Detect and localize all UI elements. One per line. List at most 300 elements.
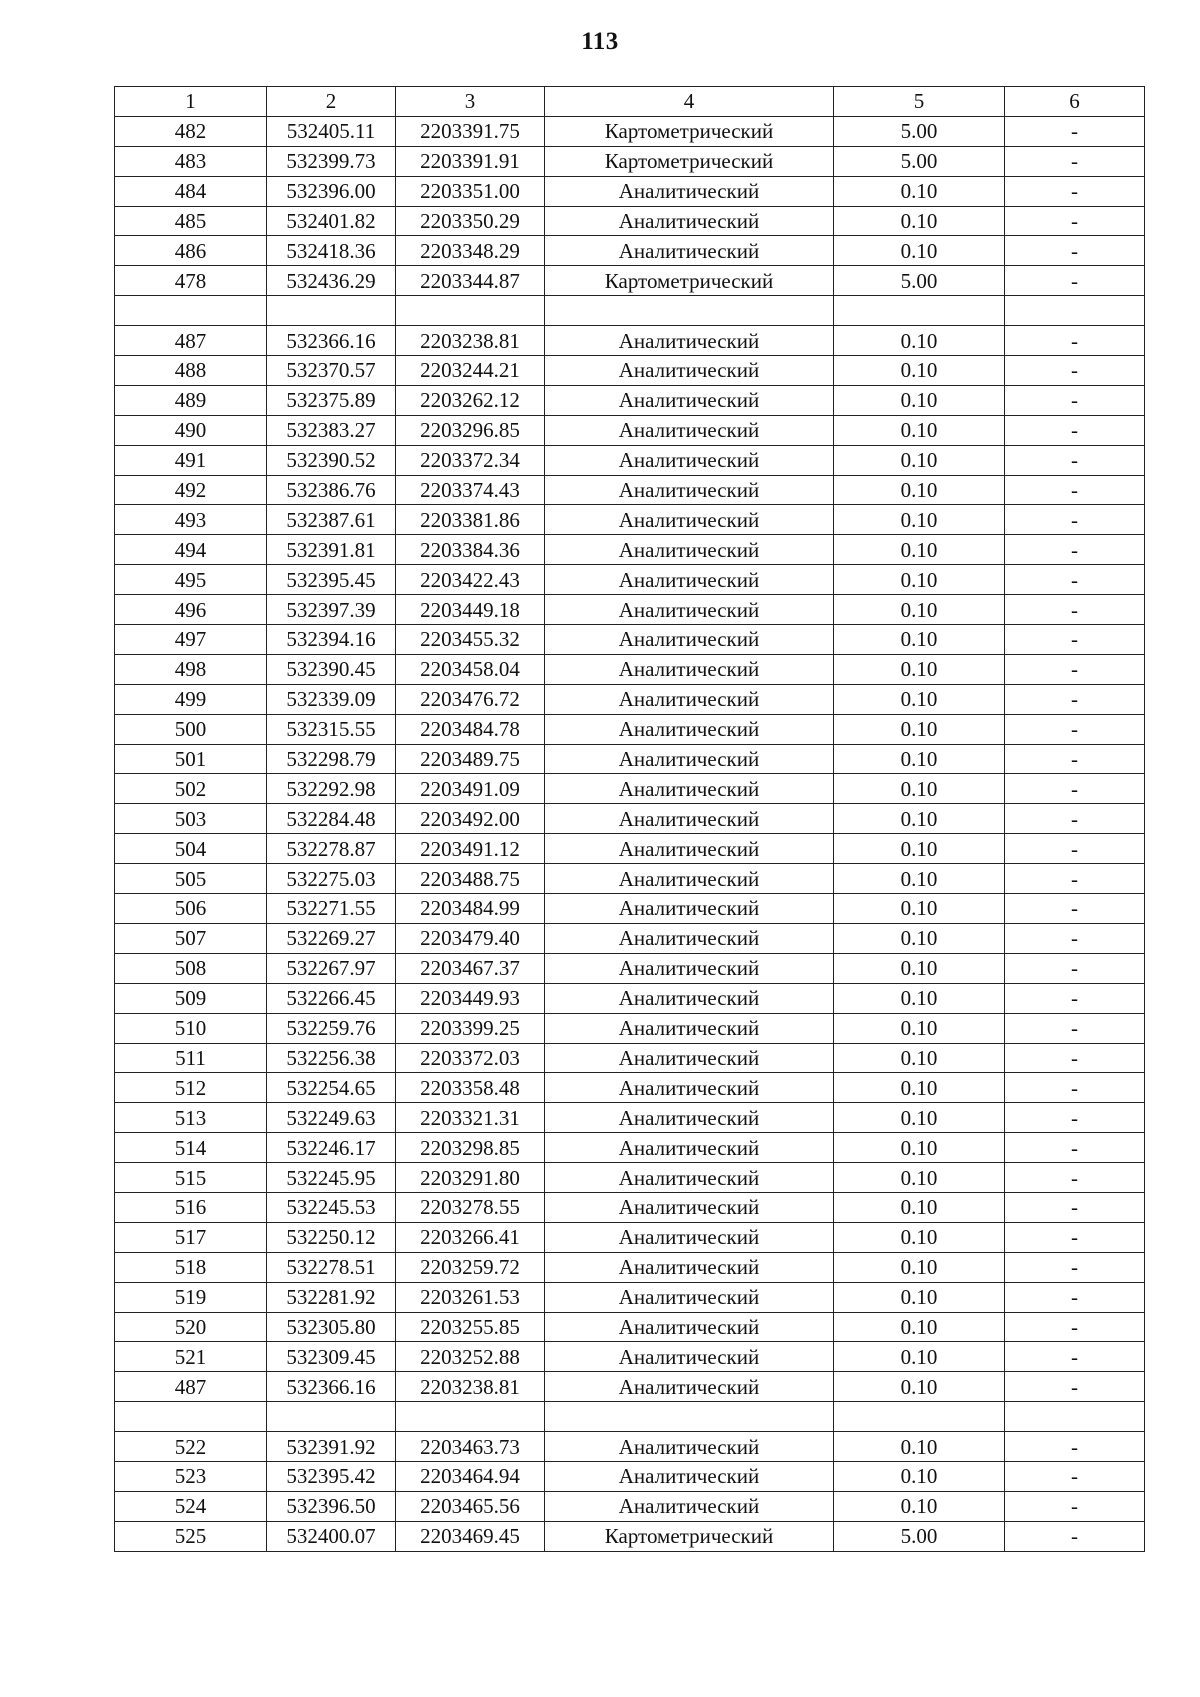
method-cell: Аналитический [545,654,834,684]
point-number-cell: 501 [115,744,267,774]
table-row [115,744,1145,774]
description-cell: - [1005,1521,1145,1551]
method-cell: Картометрический [545,1521,834,1551]
x-coordinate-cell: 532256.38 [267,1043,396,1073]
x-coordinate-cell: 532386.76 [267,475,396,505]
method-cell: Аналитический [545,505,834,535]
method-cell: Аналитический [545,1103,834,1133]
method-cell: Аналитический [545,176,834,206]
description-cell: - [1005,475,1145,505]
method-cell: Аналитический [545,445,834,475]
table-body [115,116,1145,1551]
method-cell: Аналитический [545,1133,834,1163]
accuracy-cell: 0.10 [834,1312,1005,1342]
x-coordinate-cell: 532436.29 [267,266,396,296]
description-cell: - [1005,565,1145,595]
accuracy-cell: 0.10 [834,565,1005,595]
x-coordinate-cell: 532383.27 [267,415,396,445]
method-cell: Аналитический [545,1312,834,1342]
accuracy-cell: 0.10 [834,1192,1005,1222]
method-cell: Аналитический [545,1192,834,1222]
description-cell: - [1005,1461,1145,1491]
point-number-cell: 487 [115,1372,267,1402]
point-number-cell: 525 [115,1521,267,1551]
x-coordinate-cell: 532366.16 [267,1372,396,1402]
header-cell: 2 [267,87,396,117]
x-coordinate-cell: 532278.87 [267,834,396,864]
point-number-cell: 500 [115,714,267,744]
table-row [115,714,1145,744]
description-cell: - [1005,595,1145,625]
accuracy-cell: 0.10 [834,356,1005,386]
point-number-cell: 512 [115,1073,267,1103]
y-coordinate-cell: 2203491.09 [396,774,545,804]
accuracy-cell: 5.00 [834,116,1005,146]
y-coordinate-cell: 2203261.53 [396,1282,545,1312]
point-number-cell: 509 [115,983,267,1013]
method-cell: Аналитический [545,774,834,804]
accuracy-cell: 0.10 [834,894,1005,924]
table-row [115,864,1145,894]
description-cell: - [1005,1163,1145,1193]
description-cell: - [1005,1282,1145,1312]
x-coordinate-cell [267,296,396,326]
y-coordinate-cell: 2203467.37 [396,953,545,983]
table-row [115,445,1145,475]
y-coordinate-cell: 2203422.43 [396,565,545,595]
point-number-cell: 487 [115,326,267,356]
accuracy-cell: 0.10 [834,1372,1005,1402]
table-row [115,654,1145,684]
method-cell: Аналитический [545,923,834,953]
table-row [115,1491,1145,1521]
point-number-cell: 492 [115,475,267,505]
x-coordinate-cell: 532298.79 [267,744,396,774]
y-coordinate-cell: 2203252.88 [396,1342,545,1372]
description-cell: - [1005,625,1145,655]
point-number-cell: 514 [115,1133,267,1163]
method-cell: Аналитический [545,415,834,445]
description-cell: - [1005,415,1145,445]
table-row [115,1282,1145,1312]
accuracy-cell: 0.10 [834,415,1005,445]
table-row [115,1073,1145,1103]
x-coordinate-cell: 532418.36 [267,236,396,266]
table-row [115,1252,1145,1282]
description-cell: - [1005,146,1145,176]
point-number-cell: 522 [115,1432,267,1462]
x-coordinate-cell: 532399.73 [267,146,396,176]
point-number-cell: 486 [115,236,267,266]
description-cell: - [1005,864,1145,894]
method-cell: Аналитический [545,834,834,864]
table-row [115,146,1145,176]
x-coordinate-cell: 532271.55 [267,894,396,924]
x-coordinate-cell: 532405.11 [267,116,396,146]
method-cell: Аналитический [545,684,834,714]
y-coordinate-cell [396,1402,545,1432]
y-coordinate-cell: 2203399.25 [396,1013,545,1043]
point-number-cell: 513 [115,1103,267,1133]
x-coordinate-cell [267,1402,396,1432]
method-cell: Аналитический [545,1252,834,1282]
method-cell: Аналитический [545,983,834,1013]
accuracy-cell: 0.10 [834,176,1005,206]
table-row [115,505,1145,535]
table-row [115,684,1145,714]
y-coordinate-cell: 2203449.93 [396,983,545,1013]
method-cell: Картометрический [545,146,834,176]
accuracy-cell: 0.10 [834,385,1005,415]
description-cell: - [1005,505,1145,535]
accuracy-cell: 0.10 [834,1103,1005,1133]
point-number-cell: 483 [115,146,267,176]
table-row [115,894,1145,924]
table-row [115,834,1145,864]
y-coordinate-cell: 2203238.81 [396,326,545,356]
point-number-cell: 498 [115,654,267,684]
table-row [115,475,1145,505]
point-number-cell: 497 [115,625,267,655]
y-coordinate-cell: 2203384.36 [396,535,545,565]
accuracy-cell: 0.10 [834,953,1005,983]
method-cell: Аналитический [545,385,834,415]
table-separator-row [115,296,1145,326]
method-cell: Аналитический [545,236,834,266]
description-cell: - [1005,385,1145,415]
y-coordinate-cell: 2203291.80 [396,1163,545,1193]
x-coordinate-cell: 532278.51 [267,1252,396,1282]
y-coordinate-cell: 2203259.72 [396,1252,545,1282]
point-number-cell: 491 [115,445,267,475]
description-cell: - [1005,744,1145,774]
description-cell: - [1005,1103,1145,1133]
table-row [115,1163,1145,1193]
point-number-cell: 493 [115,505,267,535]
y-coordinate-cell: 2203344.87 [396,266,545,296]
method-cell: Аналитический [545,864,834,894]
point-number-cell [115,296,267,326]
accuracy-cell: 0.10 [834,505,1005,535]
table-row [115,983,1145,1013]
accuracy-cell: 5.00 [834,266,1005,296]
y-coordinate-cell: 2203458.04 [396,654,545,684]
y-coordinate-cell: 2203455.32 [396,625,545,655]
accuracy-cell: 0.10 [834,1163,1005,1193]
table-row [115,266,1145,296]
method-cell: Аналитический [545,714,834,744]
point-number-cell: 515 [115,1163,267,1193]
y-coordinate-cell: 2203463.73 [396,1432,545,1462]
description-cell [1005,296,1145,326]
table-row [115,923,1145,953]
x-coordinate-cell: 532254.65 [267,1073,396,1103]
table-row [115,236,1145,266]
y-coordinate-cell: 2203391.75 [396,116,545,146]
accuracy-cell: 0.10 [834,625,1005,655]
point-number-cell: 505 [115,864,267,894]
y-coordinate-cell: 2203491.12 [396,834,545,864]
y-coordinate-cell: 2203492.00 [396,804,545,834]
y-coordinate-cell: 2203266.41 [396,1222,545,1252]
description-cell: - [1005,326,1145,356]
method-cell [545,296,834,326]
y-coordinate-cell: 2203278.55 [396,1192,545,1222]
y-coordinate-cell: 2203381.86 [396,505,545,535]
y-coordinate-cell: 2203449.18 [396,595,545,625]
accuracy-cell: 0.10 [834,236,1005,266]
method-cell: Аналитический [545,356,834,386]
description-cell: - [1005,894,1145,924]
x-coordinate-cell: 532245.53 [267,1192,396,1222]
header-cell: 3 [396,87,545,117]
y-coordinate-cell: 2203469.45 [396,1521,545,1551]
accuracy-cell: 0.10 [834,1282,1005,1312]
accuracy-cell: 0.10 [834,774,1005,804]
method-cell: Аналитический [545,1013,834,1043]
method-cell: Аналитический [545,326,834,356]
table-row [115,1461,1145,1491]
accuracy-cell: 0.10 [834,744,1005,774]
table-row [115,415,1145,445]
x-coordinate-cell: 532395.45 [267,565,396,595]
accuracy-cell: 0.10 [834,206,1005,236]
table-row [115,1103,1145,1133]
description-cell: - [1005,1432,1145,1462]
table-row [115,1222,1145,1252]
method-cell [545,1402,834,1432]
x-coordinate-cell: 532246.17 [267,1133,396,1163]
y-coordinate-cell: 2203372.03 [396,1043,545,1073]
point-number-cell: 482 [115,116,267,146]
method-cell: Аналитический [545,744,834,774]
point-number-cell: 478 [115,266,267,296]
description-cell: - [1005,266,1145,296]
accuracy-cell: 0.10 [834,864,1005,894]
point-number-cell: 508 [115,953,267,983]
x-coordinate-cell: 532259.76 [267,1013,396,1043]
y-coordinate-cell: 2203464.94 [396,1461,545,1491]
accuracy-cell: 0.10 [834,445,1005,475]
table-row [115,1043,1145,1073]
table-separator-row [115,1402,1145,1432]
method-cell: Аналитический [545,804,834,834]
description-cell: - [1005,834,1145,864]
x-coordinate-cell: 532292.98 [267,774,396,804]
method-cell: Аналитический [545,565,834,595]
accuracy-cell [834,296,1005,326]
point-number-cell: 484 [115,176,267,206]
table-row [115,953,1145,983]
accuracy-cell: 5.00 [834,146,1005,176]
header-cell: 5 [834,87,1005,117]
y-coordinate-cell: 2203244.21 [396,356,545,386]
table-row [115,535,1145,565]
x-coordinate-cell: 532370.57 [267,356,396,386]
method-cell: Аналитический [545,953,834,983]
description-cell: - [1005,236,1145,266]
x-coordinate-cell: 532250.12 [267,1222,396,1252]
x-coordinate-cell: 532390.45 [267,654,396,684]
method-cell: Аналитический [545,206,834,236]
accuracy-cell: 0.10 [834,804,1005,834]
method-cell: Картометрический [545,116,834,146]
method-cell: Аналитический [545,1282,834,1312]
table-row [115,625,1145,655]
table-row [115,206,1145,236]
point-number-cell: 485 [115,206,267,236]
table-row [115,1372,1145,1402]
description-cell [1005,1402,1145,1432]
x-coordinate-cell: 532375.89 [267,385,396,415]
table-row [115,1521,1145,1551]
point-number-cell: 524 [115,1491,267,1521]
point-number-cell: 488 [115,356,267,386]
y-coordinate-cell: 2203476.72 [396,684,545,714]
point-number-cell: 516 [115,1192,267,1222]
description-cell: - [1005,356,1145,386]
x-coordinate-cell: 532315.55 [267,714,396,744]
page-number: 113 [581,28,619,55]
description-cell: - [1005,116,1145,146]
y-coordinate-cell: 2203348.29 [396,236,545,266]
description-cell: - [1005,1222,1145,1252]
method-cell: Аналитический [545,1372,834,1402]
accuracy-cell: 5.00 [834,1521,1005,1551]
coordinates-table [114,86,1145,1552]
x-coordinate-cell: 532401.82 [267,206,396,236]
accuracy-cell: 0.10 [834,1133,1005,1163]
point-number-cell: 507 [115,923,267,953]
description-cell: - [1005,1252,1145,1282]
method-cell: Аналитический [545,894,834,924]
x-coordinate-cell: 532266.45 [267,983,396,1013]
accuracy-cell: 0.10 [834,1461,1005,1491]
method-cell: Аналитический [545,1043,834,1073]
accuracy-cell: 0.10 [834,983,1005,1013]
x-coordinate-cell: 532305.80 [267,1312,396,1342]
point-number-cell [115,1402,267,1432]
x-coordinate-cell: 532391.92 [267,1432,396,1462]
table-row [115,804,1145,834]
y-coordinate-cell: 2203298.85 [396,1133,545,1163]
x-coordinate-cell: 532267.97 [267,953,396,983]
description-cell: - [1005,804,1145,834]
method-cell: Аналитический [545,1461,834,1491]
point-number-cell: 519 [115,1282,267,1312]
point-number-cell: 494 [115,535,267,565]
y-coordinate-cell: 2203358.48 [396,1073,545,1103]
y-coordinate-cell: 2203484.99 [396,894,545,924]
x-coordinate-cell: 532391.81 [267,535,396,565]
x-coordinate-cell: 532387.61 [267,505,396,535]
method-cell: Аналитический [545,1342,834,1372]
description-cell: - [1005,684,1145,714]
method-cell: Аналитический [545,1222,834,1252]
description-cell: - [1005,1013,1145,1043]
method-cell: Картометрический [545,266,834,296]
x-coordinate-cell: 532394.16 [267,625,396,655]
x-coordinate-cell: 532249.63 [267,1103,396,1133]
table-row [115,595,1145,625]
point-number-cell: 520 [115,1312,267,1342]
table-row [115,176,1145,206]
y-coordinate-cell: 2203351.00 [396,176,545,206]
point-number-cell: 499 [115,684,267,714]
description-cell: - [1005,1491,1145,1521]
table-row [115,1192,1145,1222]
y-coordinate-cell: 2203489.75 [396,744,545,774]
accuracy-cell [834,1402,1005,1432]
description-cell: - [1005,1312,1145,1342]
point-number-cell: 518 [115,1252,267,1282]
accuracy-cell: 0.10 [834,923,1005,953]
x-coordinate-cell: 532366.16 [267,326,396,356]
method-cell: Аналитический [545,1432,834,1462]
accuracy-cell: 0.10 [834,714,1005,744]
x-coordinate-cell: 532395.42 [267,1461,396,1491]
description-cell: - [1005,445,1145,475]
method-cell: Аналитический [545,475,834,505]
accuracy-cell: 0.10 [834,654,1005,684]
description-cell: - [1005,1342,1145,1372]
y-coordinate-cell [396,296,545,326]
y-coordinate-cell: 2203262.12 [396,385,545,415]
accuracy-cell: 0.10 [834,535,1005,565]
table-header-row [115,87,1145,117]
description-cell: - [1005,774,1145,804]
point-number-cell: 521 [115,1342,267,1372]
point-number-cell: 502 [115,774,267,804]
x-coordinate-cell: 532284.48 [267,804,396,834]
y-coordinate-cell: 2203350.29 [396,206,545,236]
y-coordinate-cell: 2203391.91 [396,146,545,176]
table-row [115,565,1145,595]
x-coordinate-cell: 532390.52 [267,445,396,475]
point-number-cell: 496 [115,595,267,625]
description-cell: - [1005,1133,1145,1163]
header-cell: 6 [1005,87,1145,117]
accuracy-cell: 0.10 [834,475,1005,505]
y-coordinate-cell: 2203321.31 [396,1103,545,1133]
table-row [115,356,1145,386]
method-cell: Аналитический [545,625,834,655]
method-cell: Аналитический [545,595,834,625]
y-coordinate-cell: 2203255.85 [396,1312,545,1342]
x-coordinate-cell: 532397.39 [267,595,396,625]
point-number-cell: 504 [115,834,267,864]
description-cell: - [1005,953,1145,983]
description-cell: - [1005,176,1145,206]
y-coordinate-cell: 2203465.56 [396,1491,545,1521]
y-coordinate-cell: 2203374.43 [396,475,545,505]
table-row [115,1342,1145,1372]
point-number-cell: 503 [115,804,267,834]
point-number-cell: 495 [115,565,267,595]
description-cell: - [1005,1073,1145,1103]
description-cell: - [1005,1372,1145,1402]
table-row [115,385,1145,415]
point-number-cell: 510 [115,1013,267,1043]
x-coordinate-cell: 532275.03 [267,864,396,894]
y-coordinate-cell: 2203372.34 [396,445,545,475]
table-row [115,1013,1145,1043]
y-coordinate-cell: 2203479.40 [396,923,545,953]
description-cell: - [1005,535,1145,565]
x-coordinate-cell: 532269.27 [267,923,396,953]
header-cell: 1 [115,87,267,117]
point-number-cell: 506 [115,894,267,924]
